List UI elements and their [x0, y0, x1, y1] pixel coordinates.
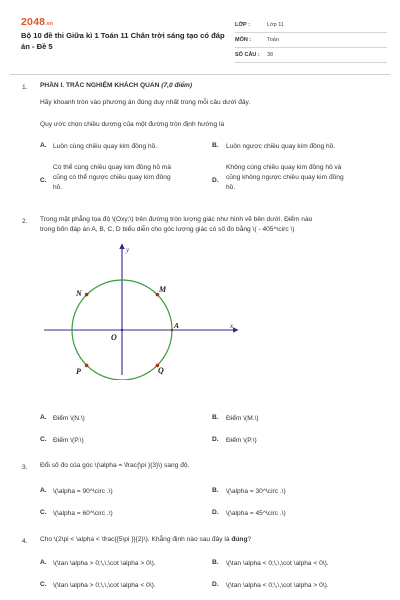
- meta-value: Toán: [267, 37, 279, 43]
- question-number: 2.: [22, 218, 28, 225]
- section-instruction: Hãy khoanh tròn vào phương án đúng duy nhất trong mỗi câu dưới đây.: [40, 99, 251, 106]
- question-text: [40, 535, 385, 545]
- meta-row-class: [235, 18, 387, 33]
- option-d[interactable]: \(\tan \alpha < 0;\,\,\cot \alpha > 0\).: [226, 582, 329, 589]
- question-text: Đổi số đo của góc \(\alpha = \frac{\pi }{3}\) sang độ.: [40, 462, 190, 469]
- section-heading: [40, 81, 380, 91]
- logo-text: 2048: [21, 16, 46, 28]
- option-c-line: cũng có thể ngược chiều quay kim đồng: [53, 174, 171, 181]
- document-title: Bộ 10 đề thi Giữa kì 1 Toán 11 Chân trời sáng tạo có đáp án - Đề 5: [21, 31, 225, 51]
- meta-value: Lớp 11: [267, 22, 284, 28]
- option-letter: D.: [212, 177, 219, 184]
- meta-key: MÔN :: [235, 37, 252, 43]
- option-a[interactable]: \(\tan \alpha > 0;\,\,\cot \alpha > 0\).: [53, 560, 156, 567]
- option-c[interactable]: \(\alpha = 60^\circ .\): [53, 510, 113, 517]
- option-d[interactable]: \(\alpha = 45^\circ .\): [226, 510, 286, 517]
- document-header: [10, 12, 390, 68]
- option-a[interactable]: Luôn cùng chiều quay kim đồng hồ.: [53, 143, 158, 150]
- option-letter: A.: [40, 142, 47, 149]
- option-letter: D.: [212, 581, 219, 588]
- meta-row-count: [235, 48, 387, 63]
- option-letter: C.: [40, 509, 47, 516]
- option-letter: C.: [40, 581, 47, 588]
- question-number: 4.: [22, 538, 28, 545]
- question-text: Quy ước chọn chiều dương của một đường tròn định hướng là: [40, 121, 225, 128]
- point-n: [85, 293, 89, 297]
- option-letter: C.: [40, 436, 47, 443]
- option-letter: B.: [212, 487, 219, 494]
- document-meta: [235, 18, 387, 63]
- option-letter: A.: [40, 414, 47, 421]
- x-label: x: [230, 322, 234, 330]
- option-d[interactable]: Điểm \(P.\): [226, 437, 257, 444]
- origin-label: O: [111, 333, 117, 342]
- question-number: 1.: [22, 84, 28, 91]
- option-letter: D.: [212, 509, 219, 516]
- question-text-emphasis: đúng: [231, 536, 248, 543]
- origin-point: [121, 329, 123, 331]
- point-p-label: P: [76, 367, 81, 376]
- option-d[interactable]: [226, 163, 376, 193]
- meta-value: 38: [267, 52, 274, 58]
- point-a-label: A: [174, 321, 180, 330]
- option-letter: A.: [40, 559, 47, 566]
- option-letter: B.: [212, 414, 219, 421]
- point-q-label: Q: [158, 366, 164, 375]
- option-a[interactable]: \(\alpha = 90^\circ .\): [53, 488, 113, 495]
- y-label: y: [126, 246, 130, 254]
- section-score: (7,0 điểm): [161, 82, 193, 89]
- option-letter: A.: [40, 487, 47, 494]
- question-line: trong bốn đáp án A, B, C, D biểu diễn cho góc lượng giác có số đo bằng \( - 405^\circ \): [40, 226, 295, 233]
- meta-key: SỐ CÂU :: [235, 52, 260, 58]
- section-title: PHẦN I. TRẮC NGHIỆM KHÁCH QUAN: [40, 82, 160, 89]
- question-line: Trong mặt phẳng tọa độ \(Oxy;\) trên đường tròn lượng giác như hình vẽ bên dưới. Điểm nào: [40, 216, 313, 223]
- option-b[interactable]: Điểm \(M.\): [226, 415, 259, 422]
- option-c[interactable]: [53, 163, 203, 193]
- option-d-line: hồ.: [226, 184, 236, 191]
- point-a: [171, 329, 174, 332]
- option-c[interactable]: \(\tan \alpha > 0;\,\,\cot \alpha < 0\).: [53, 582, 156, 589]
- meta-row-subject: [235, 33, 387, 48]
- point-m-label: M: [159, 285, 167, 294]
- site-logo[interactable]: [21, 16, 53, 28]
- option-letter: C.: [40, 177, 47, 184]
- question-number: 3.: [22, 464, 28, 471]
- option-letter: B.: [212, 142, 219, 149]
- point-n-label: N: [76, 289, 82, 298]
- option-c-line: hồ.: [53, 184, 63, 191]
- option-c-line: Có thể cùng chiều quay kim đồng hồ mà: [53, 164, 172, 171]
- question-text-prefix: Cho \(2\pi < \alpha < \frac{{5\pi }}{2}\). Khẳng định nào sau đây là: [40, 536, 232, 543]
- point-p: [85, 364, 89, 368]
- option-a[interactable]: Điểm \(N.\): [53, 415, 85, 422]
- option-b[interactable]: \(\tan \alpha < 0;\,\,\cot \alpha < 0\).: [226, 560, 329, 567]
- logo-suffix: .vn: [45, 21, 53, 27]
- option-b[interactable]: Luôn ngược chiều quay kim đồng hồ.: [226, 143, 336, 150]
- option-letter: D.: [212, 436, 219, 443]
- option-c[interactable]: Điểm \(P.\): [53, 437, 84, 444]
- option-d-line: cũng không ngược chiều quay kim đồng: [226, 174, 344, 181]
- unit-circle-graph: [38, 240, 248, 380]
- option-letter: B.: [212, 559, 219, 566]
- option-b[interactable]: \(\alpha = 30^\circ .\): [226, 488, 286, 495]
- question-text: [40, 215, 385, 235]
- meta-key: LỚP :: [235, 22, 250, 28]
- question-text-suffix: ?: [247, 536, 252, 543]
- option-d-line: Không cùng chiều quay kim đồng hồ và: [226, 164, 342, 171]
- header-divider: [10, 74, 390, 75]
